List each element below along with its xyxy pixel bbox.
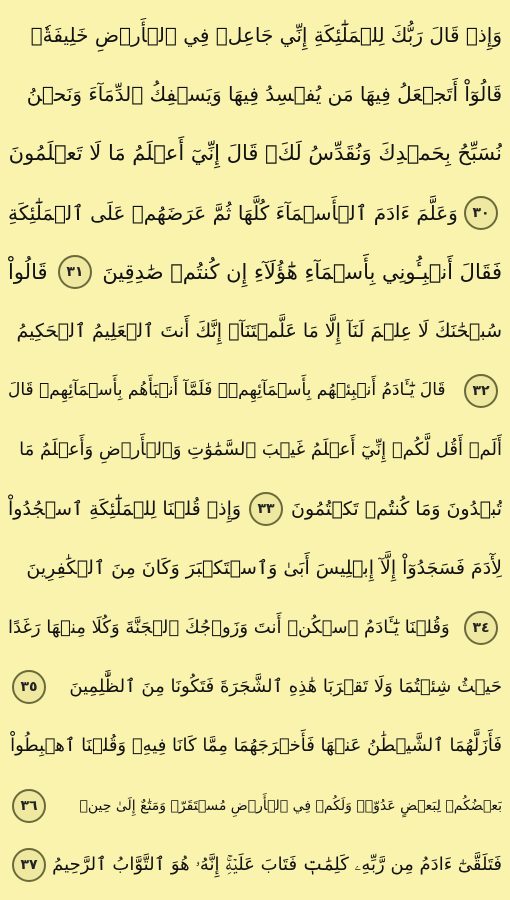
- verse-text: وَإِذۡ قُلۡنَا لِلۡمَلَٰٓئِكَةِ ٱسۡجُدُواْ: [8, 497, 242, 520]
- verse-line: [8, 777, 502, 835]
- ayah-number-marker: ٣٦: [12, 789, 46, 823]
- verse-text: حَيۡثُ شِئۡتُمَا وَلَا تَقۡرَبَا هَٰذِهِ ٱلشَّجَرَةَ فَتَكُونَا مِنَ ٱلظَّٰلِمِينَ: [69, 676, 502, 698]
- verse-text: لِأٓدَمَ فَسَجَدُوٓاْ إِلَّآ إِبۡلِيسَ أَبَىٰ وَٱسۡتَكۡبَرَ وَكَانَ مِنَ ٱلۡكَٰفِرِينَ: [26, 557, 502, 580]
- verse-line: [8, 480, 502, 538]
- verse-text: قَالُواْ: [8, 259, 48, 284]
- ayah-number-marker: ٣٢: [464, 374, 498, 408]
- verse-line: [8, 599, 502, 657]
- verse-line: [8, 6, 502, 64]
- verse-line: [8, 243, 502, 301]
- verse-line: [8, 125, 502, 183]
- verse-line: [8, 184, 502, 242]
- verse-line: [8, 362, 502, 420]
- ayah-number-marker: ٣٥: [12, 670, 46, 704]
- verse-text: سُبۡحَٰنَكَ لَا عِلۡمَ لَنَآ إِلَّا مَا عَلَّمۡتَنَآۖ إِنَّكَ أَنتَ ٱلۡعَلِيمُ ٱلۡحَكِيمُ: [16, 319, 502, 342]
- ayah-number-marker: ٣٣: [249, 492, 283, 526]
- verse-text: فَتَلَقَّىٰٓ ءَادَمُ مِن رَّبِّهِۦ كَلِمَٰتٖ فَتَابَ عَلَيۡهِۚ إِنَّهُۥ هُوَ ٱلتَّوَّابُ ٱلرَّحِيمُ: [52, 853, 502, 875]
- verse-text: نُسَبِّحُ بِحَمۡدِكَ وَنُقَدِّسُ لَكَۖ قَالَ إِنِّيٓ أَعۡلَمُ مَا لَا تَعۡلَمُونَ: [8, 141, 502, 166]
- verse-text: فَقَالَ أَنۢبِـُٔونِي بِأَسۡمَآءِ هَٰٓؤُلَآءِ إِن كُنتُمۡ صَٰدِقِينَ: [102, 259, 502, 284]
- ayah-number-marker: ٣٠: [464, 196, 498, 230]
- verse-text: فَأَزَلَّهُمَا ٱلشَّيۡطَٰنُ عَنۡهَا فَأَخۡرَجَهُمَا مِمَّا كَانَا فِيهِۖ وَقُلۡنَا ٱهۡبِطُواْ: [10, 735, 502, 757]
- verse-line: [8, 421, 502, 479]
- verse-text: قَالُوٓاْ أَتَجۡعَلُ فِيهَا مَن يُفۡسِدُ فِيهَا وَيَسۡفِكُ ٱلدِّمَآءَ وَنَحۡنُ: [26, 82, 502, 107]
- verse-line: [8, 658, 502, 716]
- verse-line: [8, 836, 502, 894]
- verse-line: [8, 717, 502, 775]
- verse-text: قَالَ يَٰٓـَٔادَمُ أَنۢبِئۡهُم بِأَسۡمَآئِهِمۡۖ فَلَمَّآ أَنۢبَأَهُم بِأَسۡمَآئِهِمۡ قَالَ: [8, 380, 446, 401]
- ayah-number-marker: ٣٤: [464, 611, 498, 645]
- verse-text: وَإِذۡ قَالَ رَبُّكَ لِلۡمَلَٰٓئِكَةِ إِنِّي جَاعِلٞ فِي ٱلۡأَرۡضِ خَلِيفَةٗۖ: [30, 23, 502, 47]
- verse-text: وَعَلَّمَ ءَادَمَ ٱلۡأَسۡمَآءَ كُلَّهَا ثُمَّ عَرَضَهُمۡ عَلَى ٱلۡمَلَٰٓئِكَةِ: [8, 200, 458, 225]
- verse-text: تُبۡدُونَ وَمَا كُنتُمۡ تَكۡتُمُونَ: [290, 497, 502, 520]
- verse-line: [8, 302, 502, 360]
- verse-line: [8, 540, 502, 598]
- verse-text: وَقُلۡنَا يَٰٓـَٔادَمُ ٱسۡكُنۡ أَنتَ وَزَوۡجُكَ ٱلۡجَنَّةَ وَكُلَا مِنۡهَا رَغَدًا: [8, 616, 450, 638]
- verse-text: بَعۡضُكُمۡ لِبَعۡضٍ عَدُوّٞۖ وَلَكُمۡ فِي ٱلۡأَرۡضِ مُسۡتَقَرّٞ وَمَتَٰعٌ إِلَىٰ حِينٖ: [79, 797, 502, 814]
- ayah-number-marker: ٣١: [58, 255, 92, 289]
- ayah-number-marker: ٣٧: [12, 848, 46, 882]
- verse-line: [8, 65, 502, 123]
- verse-text: أَلَمۡ أَقُل لَّكُمۡ إِنِّيٓ أَعۡلَمُ غَيۡبَ ٱلسَّمَٰوَٰتِ وَٱلۡأَرۡضِ وَأَعۡلَمُ مَا: [19, 438, 502, 460]
